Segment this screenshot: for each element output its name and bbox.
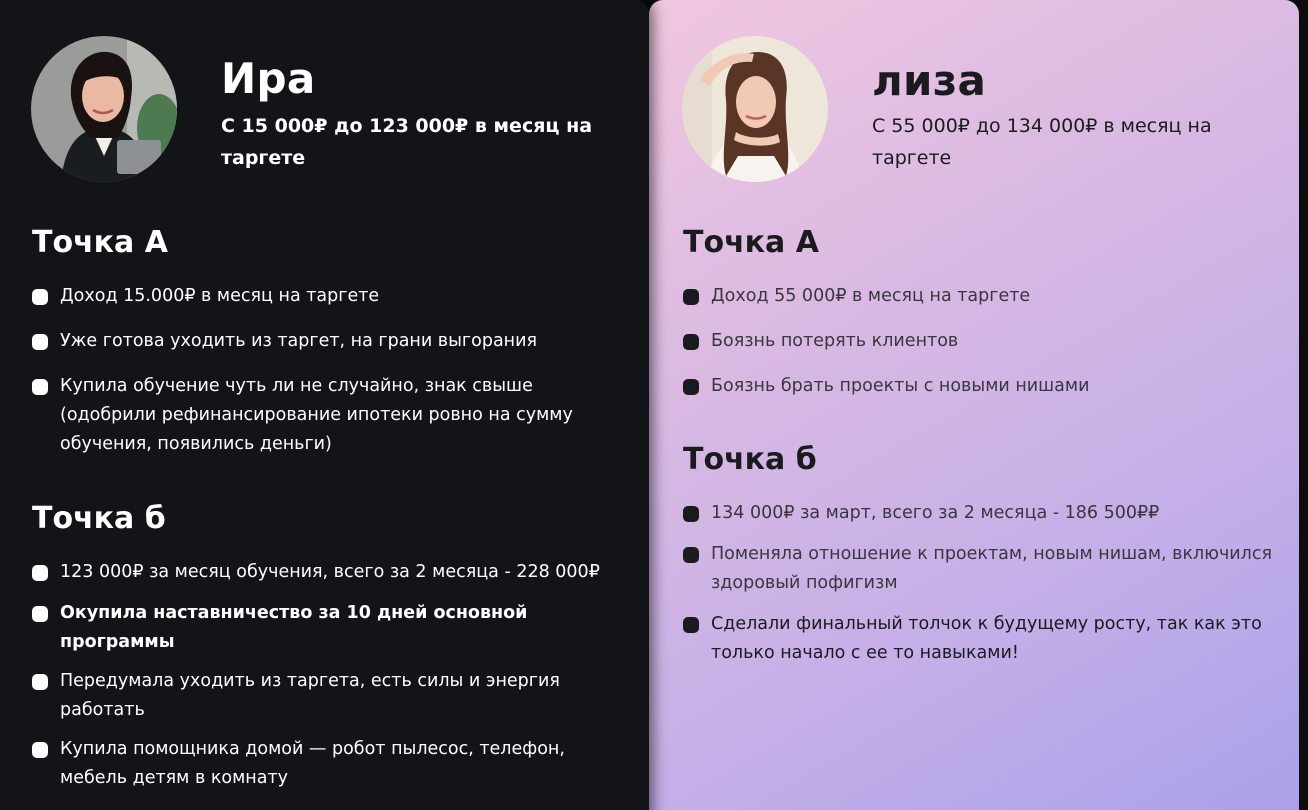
list-item-text: Купила помощника домой — робот пылесос, телефон, мебель детям в комнату bbox=[60, 739, 565, 788]
list-item bbox=[32, 327, 625, 356]
bullet-icon bbox=[683, 547, 699, 563]
bullet-icon bbox=[32, 334, 48, 350]
list-item bbox=[32, 372, 625, 459]
person-name: лиза bbox=[872, 56, 987, 105]
point-a-section bbox=[683, 226, 1276, 417]
list-item-text: Боязнь потерять клиентов bbox=[711, 331, 959, 351]
next-card-edge bbox=[1299, 0, 1308, 810]
list-item-text: Купила обучение чуть ли не случайно, знак свыше (одобрили рефинансирование ипотеки ровно на сумму обучения, появились деньги) bbox=[60, 376, 573, 454]
bullet-icon bbox=[32, 742, 48, 758]
list-item bbox=[683, 499, 1276, 528]
avatar-liza bbox=[682, 36, 828, 182]
list-item bbox=[32, 667, 625, 725]
avatar-ira bbox=[31, 36, 177, 182]
point-b-list bbox=[683, 499, 1276, 668]
bullet-icon bbox=[683, 506, 699, 522]
list-item-text: Окупила наставничество за 10 дней основной программы bbox=[60, 603, 528, 652]
list-item bbox=[32, 599, 625, 657]
list-item-text: Доход 55 000₽ в месяц на таргете bbox=[711, 286, 1031, 306]
list-item bbox=[683, 327, 1276, 356]
avatar-liza-photo bbox=[682, 36, 828, 182]
avatar-ira-photo bbox=[31, 36, 177, 182]
list-item bbox=[32, 282, 625, 311]
testimonial-card-liza bbox=[649, 0, 1299, 810]
bullet-icon bbox=[683, 379, 699, 395]
point-b-section bbox=[32, 502, 625, 809]
income-result: С 55 000₽ до 134 000₽ в месяц на таргете bbox=[872, 115, 1212, 169]
testimonial-card-ira bbox=[0, 0, 649, 810]
bullet-icon bbox=[683, 617, 699, 633]
point-a-list bbox=[683, 282, 1276, 401]
point-a-title: Точка А bbox=[683, 225, 819, 260]
list-item-text: Поменяла отношение к проектам, новым нишам, включился здоровый пофигизм bbox=[711, 544, 1272, 593]
point-a-title: Точка А bbox=[32, 225, 168, 260]
bullet-icon bbox=[683, 289, 699, 305]
list-item bbox=[32, 735, 625, 793]
list-item-text: Передумала уходить из таргета, есть силы и энергия работать bbox=[60, 671, 560, 720]
list-item bbox=[683, 540, 1276, 598]
list-item-text: Сделали финальный толчок к будущему росту, так как это только начало с ее то навыками! bbox=[711, 614, 1262, 663]
point-a-list bbox=[32, 282, 625, 459]
list-item-text: 123 000₽ за месяц обучения, всего за 2 месяца - 228 000₽ bbox=[60, 562, 600, 582]
bullet-icon bbox=[32, 565, 48, 581]
list-item bbox=[32, 558, 625, 587]
point-a-section bbox=[32, 226, 625, 475]
bullet-icon bbox=[32, 674, 48, 690]
bullet-icon bbox=[32, 379, 48, 395]
list-item-text: 134 000₽ за март, всего за 2 месяца - 186 500₽₽ bbox=[711, 503, 1160, 523]
income-result: С 15 000₽ до 123 000₽ в месяц на таргете bbox=[221, 115, 593, 169]
list-item-text: Боязнь брать проекты с новыми нишами bbox=[711, 376, 1090, 396]
list-item bbox=[683, 610, 1276, 668]
list-item-text: Доход 15.000₽ в месяц на таргете bbox=[60, 286, 380, 306]
list-item bbox=[683, 372, 1276, 401]
point-b-list bbox=[32, 558, 625, 793]
person-name: Ира bbox=[221, 54, 316, 103]
bullet-icon bbox=[32, 289, 48, 305]
list-item-text: Уже готова уходить из таргет, на грани выгорания bbox=[60, 331, 538, 351]
point-b-title: Точка б bbox=[32, 501, 166, 536]
point-b-section bbox=[683, 443, 1276, 684]
bullet-icon bbox=[32, 606, 48, 622]
list-item bbox=[683, 282, 1276, 311]
point-b-title: Точка б bbox=[683, 442, 817, 477]
bullet-icon bbox=[683, 334, 699, 350]
